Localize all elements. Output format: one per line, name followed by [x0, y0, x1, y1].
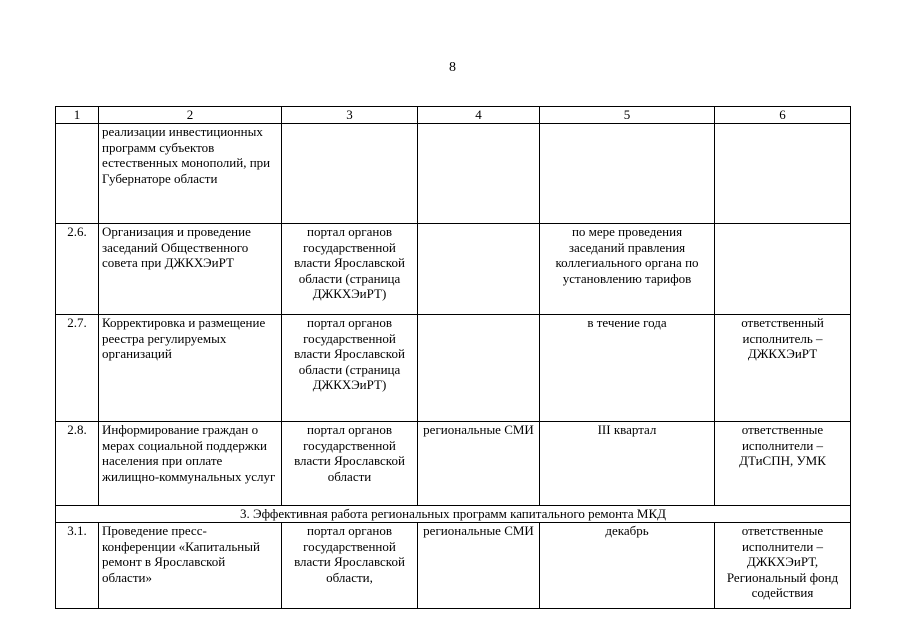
header-col-1: 1 — [56, 107, 99, 124]
header-col-4: 4 — [418, 107, 540, 124]
table-row — [56, 124, 851, 224]
event-cell: Информирование граждан о мерах социальной поддержки населения при оплате жилищно-коммунальных услуг — [99, 422, 282, 506]
timing-cell: декабрь — [540, 523, 715, 609]
media-cell — [418, 124, 540, 224]
row-number: 2.6. — [56, 224, 99, 315]
row-number: 2.8. — [56, 422, 99, 506]
header-col-3: 3 — [282, 107, 418, 124]
section-title: 3. Эффективная работа региональных программ капитального ремонта МКД — [56, 506, 851, 523]
executor-cell: ответственные исполнители – ДТиСПН, УМК — [715, 422, 851, 506]
timing-cell: по мере проведения заседаний правления коллегиального органа по установлению тарифов — [540, 224, 715, 315]
event-cell: Корректировка и размещение реестра регулируемых организаций — [99, 315, 282, 422]
header-col-6: 6 — [715, 107, 851, 124]
channel-cell: портал органов государственной власти Ярославской области (страница ДЖКХЭиРТ) — [282, 315, 418, 422]
timing-cell: III квартал — [540, 422, 715, 506]
timing-cell — [540, 124, 715, 224]
row-number: 2.7. — [56, 315, 99, 422]
plan-table — [55, 106, 851, 609]
executor-cell: ответственные исполнители – ДЖКХЭиРТ, Региональный фонд содействия — [715, 523, 851, 609]
table-row — [56, 523, 851, 609]
media-cell — [418, 315, 540, 422]
header-col-5: 5 — [540, 107, 715, 124]
header-col-2: 2 — [99, 107, 282, 124]
media-cell: региональные СМИ — [418, 523, 540, 609]
row-number: 3.1. — [56, 523, 99, 609]
event-cell: реализации инвестиционных программ субъектов естественных монополий, при Губернаторе области — [99, 124, 282, 224]
executor-cell — [715, 224, 851, 315]
table-row — [56, 315, 851, 422]
channel-cell: портал органов государственной власти Ярославской области (страница ДЖКХЭиРТ) — [282, 224, 418, 315]
table-row — [56, 224, 851, 315]
media-cell: региональные СМИ — [418, 422, 540, 506]
table-row — [56, 422, 851, 506]
channel-cell — [282, 124, 418, 224]
media-cell — [418, 224, 540, 315]
header-row — [56, 107, 851, 124]
section-row — [56, 506, 851, 523]
page-number: 8 — [449, 60, 456, 75]
event-cell: Организация и проведение заседаний Общественного совета при ДЖКХЭиРТ — [99, 224, 282, 315]
channel-cell: портал органов государственной власти Ярославской области — [282, 422, 418, 506]
executor-cell: ответственный исполнитель – ДЖКХЭиРТ — [715, 315, 851, 422]
executor-cell — [715, 124, 851, 224]
event-cell: Проведение пресс-конференции «Капитальный ремонт в Ярославской области» — [99, 523, 282, 609]
channel-cell: портал органов государственной власти Ярославской области, — [282, 523, 418, 609]
timing-cell: в течение года — [540, 315, 715, 422]
row-number — [56, 124, 99, 224]
